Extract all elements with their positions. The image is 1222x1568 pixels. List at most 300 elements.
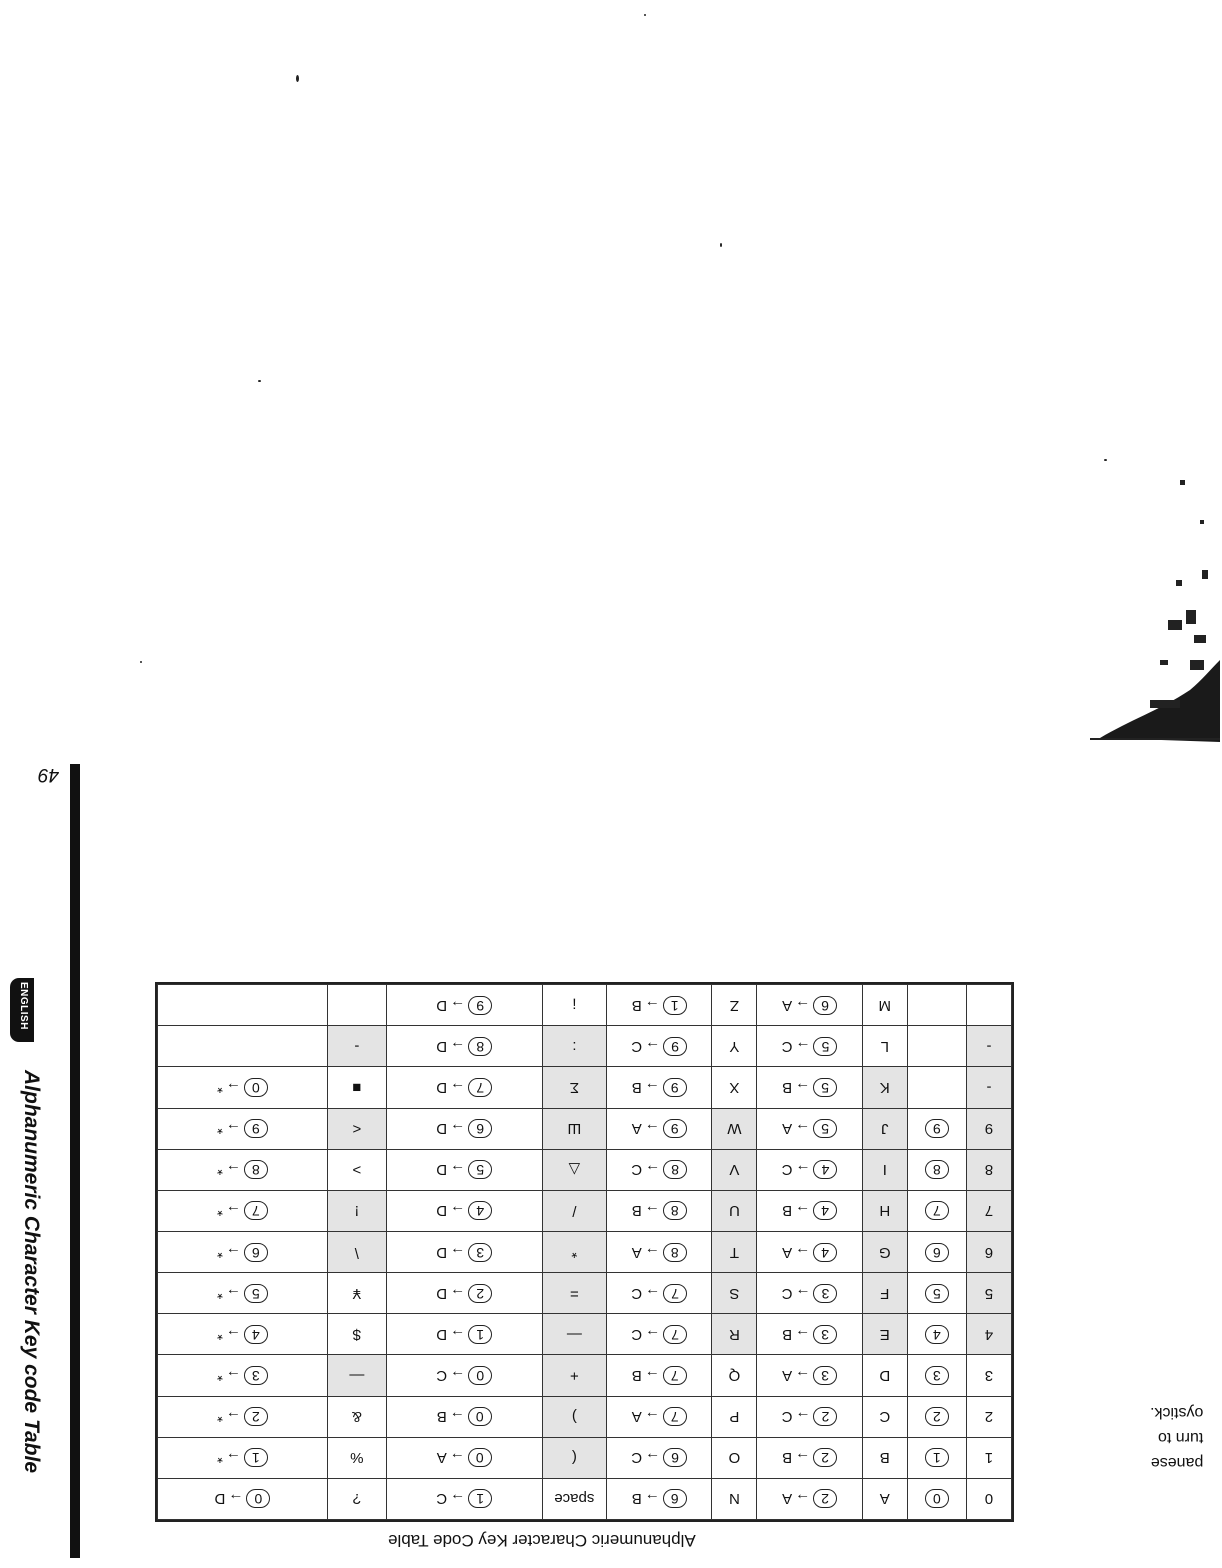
number-key: 4	[813, 1201, 837, 1220]
table-cell	[607, 1232, 712, 1273]
arrow-icon: →	[795, 1079, 811, 1097]
arrow-icon: →	[228, 1490, 244, 1508]
scan-speck	[258, 380, 261, 382]
arrow-icon: →	[450, 996, 466, 1014]
number-key: 7	[663, 1366, 687, 1385]
letter-key: *	[216, 1367, 223, 1385]
page-number: 49	[38, 764, 60, 785]
table-cell	[542, 1314, 606, 1355]
table-cell	[158, 1067, 328, 1108]
arrow-icon: →	[645, 1325, 661, 1343]
arrow-icon: →	[225, 1284, 241, 1302]
arrow-icon: →	[795, 1161, 811, 1179]
cell-text: F	[880, 1284, 890, 1302]
table-cell	[158, 1273, 328, 1314]
table-cell	[862, 1396, 907, 1437]
table-cell	[757, 1478, 862, 1519]
cell-text: -	[986, 1079, 992, 1097]
number-key: 8	[468, 1037, 492, 1056]
table-cell	[712, 1149, 757, 1190]
table-cell	[966, 1026, 1011, 1067]
table-cell	[158, 1232, 328, 1273]
table-row	[158, 1396, 1012, 1437]
table-cell	[542, 1273, 606, 1314]
table-cell	[542, 1190, 606, 1231]
arrow-icon: →	[644, 1202, 660, 1220]
table-cell	[607, 1067, 712, 1108]
number-key: 5	[813, 1078, 837, 1097]
table-row	[158, 1232, 1012, 1273]
cell-text: G	[878, 1243, 891, 1261]
table-cell	[386, 1396, 542, 1437]
table-cell	[607, 1478, 712, 1519]
cell-text: ?	[352, 1490, 362, 1508]
arrow-icon: →	[225, 1325, 241, 1343]
table-row	[158, 1437, 1012, 1478]
table-cell	[607, 1273, 712, 1314]
table-cell	[966, 985, 1011, 1026]
number-key: 5	[925, 1284, 949, 1303]
table-cell	[542, 1108, 606, 1149]
table-cell	[327, 1478, 386, 1519]
table-cell	[966, 1273, 1011, 1314]
table-cell	[158, 985, 328, 1026]
table-cell	[158, 1108, 328, 1149]
table-cell	[757, 1067, 862, 1108]
letter-key: A	[782, 1243, 793, 1261]
table-cell	[327, 985, 386, 1026]
table-cell	[966, 1314, 1011, 1355]
scan-speck	[720, 243, 722, 247]
number-key: 9	[468, 996, 492, 1015]
table-cell	[542, 1396, 606, 1437]
table-cell	[907, 1067, 966, 1108]
cell-text: 4	[984, 1325, 994, 1343]
number-key: 6	[244, 1243, 268, 1262]
cell-text: W	[727, 1120, 742, 1138]
table-row	[158, 1478, 1012, 1519]
table-cell	[386, 1437, 542, 1478]
page-edge-bar	[70, 764, 80, 1558]
cell-text: △	[568, 1160, 581, 1178]
number-key: 9	[244, 1119, 268, 1138]
arrow-icon: →	[450, 1367, 466, 1385]
table-cell	[327, 1108, 386, 1149]
table-cell	[907, 1355, 966, 1396]
table-cell	[862, 1437, 907, 1478]
table-cell	[386, 1149, 542, 1190]
letter-key: B	[782, 1325, 793, 1343]
letter-key: B	[782, 1202, 793, 1220]
arrow-icon: →	[450, 1202, 466, 1220]
arrow-icon: →	[450, 1284, 466, 1302]
number-key: 4	[813, 1243, 837, 1262]
table-cell	[907, 1273, 966, 1314]
number-key: 8	[925, 1160, 949, 1179]
arrow-icon: →	[645, 1161, 661, 1179]
table-cell	[158, 1026, 328, 1067]
number-key: 9	[925, 1119, 949, 1138]
cell-text: >	[352, 1161, 362, 1179]
table-cell	[158, 1314, 328, 1355]
table-cell	[862, 1149, 907, 1190]
number-key: 4	[814, 1160, 838, 1179]
arrow-icon: →	[644, 1367, 660, 1385]
arrow-icon: →	[795, 1449, 811, 1467]
arrow-icon: →	[795, 1120, 811, 1138]
number-key: 3	[244, 1366, 268, 1385]
letter-key: B	[631, 1079, 642, 1097]
table-cell	[386, 1273, 542, 1314]
cell-text: 0	[984, 1490, 994, 1508]
table-cell	[607, 1108, 712, 1149]
letter-key: A	[782, 1367, 793, 1385]
cell-text: H	[879, 1202, 891, 1220]
table-row	[158, 1355, 1012, 1396]
table-cell	[542, 1355, 606, 1396]
table-cell	[907, 1437, 966, 1478]
arrow-icon: →	[644, 1408, 660, 1426]
table-cell	[966, 1355, 1011, 1396]
cell-text: A	[879, 1490, 890, 1508]
cell-text: Ш	[567, 1120, 582, 1138]
clipped-adjacent-text	[1150, 1400, 1203, 1475]
letter-key: C	[631, 1325, 643, 1343]
table-cell	[757, 1396, 862, 1437]
cell-text: Y	[729, 1037, 740, 1055]
number-key: 9	[663, 1119, 687, 1138]
table-cell	[757, 1026, 862, 1067]
cell-text: ■	[352, 1079, 362, 1097]
table-cell	[327, 1396, 386, 1437]
arrow-icon: →	[449, 1449, 465, 1467]
number-key: 0	[468, 1448, 492, 1467]
table-cell	[607, 1437, 712, 1478]
cell-text: =	[569, 1284, 579, 1302]
table-cell	[607, 985, 712, 1026]
cell-text: 5	[984, 1284, 994, 1302]
table-cell	[712, 1108, 757, 1149]
number-key: 6	[925, 1243, 949, 1262]
letter-key: A	[631, 1120, 642, 1138]
cell-text: J	[881, 1120, 889, 1138]
cell-text: 6	[984, 1243, 994, 1261]
number-key: 8	[663, 1201, 687, 1220]
number-key: 4	[925, 1325, 949, 1344]
key-code-grid	[157, 984, 1012, 1520]
number-key: 0	[244, 1078, 268, 1097]
table-cell	[907, 985, 966, 1026]
arrow-icon: →	[450, 1079, 466, 1097]
table-cell	[966, 1149, 1011, 1190]
arrow-icon: →	[645, 1037, 661, 1055]
table-cell	[757, 1314, 862, 1355]
table-cell	[158, 1478, 328, 1519]
table-cell	[862, 1026, 907, 1067]
cell-text: Z	[729, 996, 739, 1014]
number-key: 6	[468, 1119, 492, 1138]
table-cell	[386, 1190, 542, 1231]
number-key: 0	[925, 1489, 949, 1508]
arrow-icon: →	[450, 1490, 466, 1508]
table-cell	[386, 1355, 542, 1396]
letter-key: D	[436, 1202, 448, 1220]
cell-text: 7	[984, 1202, 994, 1220]
table-cell	[386, 1026, 542, 1067]
clipped-text-line: oystick.	[1150, 1404, 1204, 1421]
letter-key: *	[216, 1161, 223, 1179]
letter-key: C	[436, 1367, 448, 1385]
language-tab-label: ENGLISH	[18, 982, 29, 1030]
letter-key: *	[216, 1202, 223, 1220]
table-cell	[327, 1273, 386, 1314]
cell-text: Σ	[569, 1079, 579, 1097]
arrow-icon: →	[450, 1120, 466, 1138]
number-key: 2	[813, 1448, 837, 1467]
cell-text: D	[879, 1367, 891, 1385]
arrow-icon: →	[225, 1408, 241, 1426]
table-cell	[966, 1437, 1011, 1478]
letter-key: B	[631, 996, 642, 1014]
table-cell	[712, 1396, 757, 1437]
table-cell	[862, 1108, 907, 1149]
table-cell	[907, 1478, 966, 1519]
cell-text: ¡	[571, 996, 577, 1014]
letter-key: D	[436, 1120, 448, 1138]
number-key: 5	[468, 1160, 492, 1179]
number-key: 4	[468, 1201, 492, 1220]
cell-text: *	[571, 1243, 578, 1261]
arrow-icon: →	[225, 1120, 241, 1138]
arrow-icon: →	[645, 1449, 661, 1467]
table-cell	[386, 985, 542, 1026]
cell-text: P	[729, 1408, 740, 1426]
letter-key: D	[214, 1490, 226, 1508]
table-cell	[542, 1478, 606, 1519]
cell-text: —	[566, 1325, 582, 1343]
number-key: 5	[244, 1284, 268, 1303]
table-cell	[607, 1026, 712, 1067]
table-cell	[907, 1108, 966, 1149]
table-cell	[757, 1437, 862, 1478]
number-key: 7	[663, 1325, 687, 1344]
letter-key: *	[216, 1079, 223, 1097]
number-key: 1	[244, 1448, 268, 1467]
number-key: 7	[244, 1201, 268, 1220]
number-key: 2	[244, 1407, 268, 1426]
arrow-icon: →	[450, 1161, 466, 1179]
table-cell	[712, 1478, 757, 1519]
number-key: 4	[244, 1325, 268, 1344]
table-cell	[907, 1149, 966, 1190]
cell-text: ¥	[352, 1284, 362, 1302]
cell-text: X	[729, 1079, 740, 1097]
table-cell	[966, 1067, 1011, 1108]
table-cell	[862, 1067, 907, 1108]
table-row	[158, 985, 1012, 1026]
table-cell	[712, 1314, 757, 1355]
table-cell	[907, 1232, 966, 1273]
number-key: 7	[468, 1078, 492, 1097]
table-cell	[757, 985, 862, 1026]
arrow-icon: →	[795, 1037, 811, 1055]
number-key: 3	[925, 1366, 949, 1385]
arrow-icon: →	[450, 1037, 466, 1055]
letter-key: C	[631, 1037, 643, 1055]
letter-key: *	[216, 1408, 223, 1426]
table-cell	[862, 985, 907, 1026]
cell-text: 9	[984, 1120, 994, 1138]
letter-key: B	[631, 1202, 642, 1220]
table-cell	[862, 1314, 907, 1355]
table-cell	[386, 1067, 542, 1108]
arrow-icon: →	[225, 1243, 241, 1261]
table-cell	[386, 1108, 542, 1149]
cell-text: Q	[728, 1367, 741, 1385]
clipped-text-line: panese	[1150, 1454, 1204, 1471]
letter-key: C	[631, 1284, 643, 1302]
letter-key: C	[436, 1490, 448, 1508]
cell-text: space	[554, 1490, 595, 1508]
clipped-text-line: turn to	[1157, 1429, 1204, 1446]
cell-text: O	[728, 1449, 741, 1467]
arrow-icon: →	[795, 1202, 811, 1220]
arrow-icon: →	[644, 1490, 660, 1508]
arrow-icon: →	[644, 1120, 660, 1138]
cell-text: :	[572, 1037, 577, 1055]
table-cell	[607, 1314, 712, 1355]
table-row	[158, 1067, 1012, 1108]
arrow-icon: →	[450, 1243, 466, 1261]
cell-text: -	[354, 1037, 360, 1055]
language-tab	[10, 978, 34, 1042]
table-row	[158, 1149, 1012, 1190]
number-key: 1	[468, 1325, 492, 1344]
cell-text: (	[571, 1449, 577, 1467]
letter-key: *	[216, 1449, 223, 1467]
table-cell	[327, 1355, 386, 1396]
number-key: 1	[925, 1448, 949, 1467]
number-key: 7	[663, 1407, 687, 1426]
table-cell	[607, 1355, 712, 1396]
table-cell	[327, 1026, 386, 1067]
scan-bleed-graphic	[1090, 420, 1220, 750]
letter-key: *	[216, 1243, 223, 1261]
table-cell	[607, 1149, 712, 1190]
number-key: 2	[814, 1407, 838, 1426]
table-cell	[757, 1149, 862, 1190]
arrow-icon: →	[225, 1202, 241, 1220]
letter-key: A	[631, 1243, 642, 1261]
letter-key: A	[436, 1449, 447, 1467]
cell-text: +	[569, 1367, 579, 1385]
table-row	[158, 1190, 1012, 1231]
letter-key: B	[631, 1367, 642, 1385]
table-cell	[712, 1232, 757, 1273]
letter-key: C	[781, 1161, 793, 1179]
letter-key: A	[782, 1120, 793, 1138]
table-cell	[542, 1149, 606, 1190]
table-cell	[158, 1437, 328, 1478]
number-key: 3	[813, 1325, 837, 1344]
letter-key: D	[436, 1161, 448, 1179]
table-cell	[327, 1437, 386, 1478]
table-cell	[757, 1273, 862, 1314]
table-cell	[712, 1026, 757, 1067]
table-row	[158, 1273, 1012, 1314]
number-key: 2	[468, 1284, 492, 1303]
cell-text: B	[879, 1449, 890, 1467]
table-cell	[712, 1355, 757, 1396]
table-cell	[966, 1396, 1011, 1437]
page-side-title: Alphanumeric Character Key code Table	[20, 1070, 43, 1474]
table-cell	[712, 1437, 757, 1478]
table-cell	[862, 1232, 907, 1273]
table-cell	[907, 1190, 966, 1231]
letter-key: B	[782, 1449, 793, 1467]
arrow-icon: →	[645, 1284, 661, 1302]
letter-key: D	[436, 1037, 448, 1055]
table-cell	[542, 1026, 606, 1067]
table-cell	[327, 1232, 386, 1273]
arrow-icon: →	[795, 996, 811, 1014]
table-row	[158, 1108, 1012, 1149]
cell-text: R	[728, 1325, 740, 1343]
cell-text: 8	[984, 1161, 994, 1179]
cell-text: I	[882, 1161, 887, 1179]
cell-text: S	[729, 1284, 740, 1302]
table-cell	[607, 1396, 712, 1437]
letter-key: C	[781, 1408, 793, 1426]
letter-key: C	[631, 1449, 643, 1467]
arrow-icon: →	[449, 1408, 465, 1426]
table-cell	[327, 1190, 386, 1231]
cell-text: K	[879, 1079, 890, 1097]
arrow-icon: →	[795, 1243, 811, 1261]
table-cell	[907, 1026, 966, 1067]
letter-key: *	[216, 1325, 223, 1343]
table-cell	[907, 1396, 966, 1437]
letter-key: B	[782, 1079, 793, 1097]
cell-text: <	[352, 1120, 362, 1138]
cell-text: /	[572, 1202, 577, 1220]
table-cell	[158, 1396, 328, 1437]
number-key: 2	[925, 1407, 949, 1426]
scan-speck	[140, 661, 142, 663]
number-key: 3	[814, 1284, 838, 1303]
arrow-icon: →	[644, 1079, 660, 1097]
letter-key: A	[782, 996, 793, 1014]
letter-key: A	[631, 1408, 642, 1426]
letter-key: A	[782, 1490, 793, 1508]
key-code-table	[155, 982, 1014, 1522]
number-key: 8	[663, 1243, 687, 1262]
table-row	[158, 1314, 1012, 1355]
table-cell	[966, 1232, 1011, 1273]
table-cell	[712, 1190, 757, 1231]
table-cell	[327, 1067, 386, 1108]
number-key: 3	[813, 1366, 837, 1385]
cell-text: V	[729, 1161, 740, 1179]
number-key: 6	[663, 1489, 687, 1508]
table-cell	[712, 1273, 757, 1314]
table-cell	[757, 1232, 862, 1273]
number-key: 8	[663, 1160, 687, 1179]
cell-text: )	[571, 1408, 577, 1426]
table-caption: Alphanumeric Character Key Code Table	[388, 1531, 696, 1550]
scan-speck	[296, 75, 299, 82]
cell-text: T	[729, 1243, 739, 1261]
